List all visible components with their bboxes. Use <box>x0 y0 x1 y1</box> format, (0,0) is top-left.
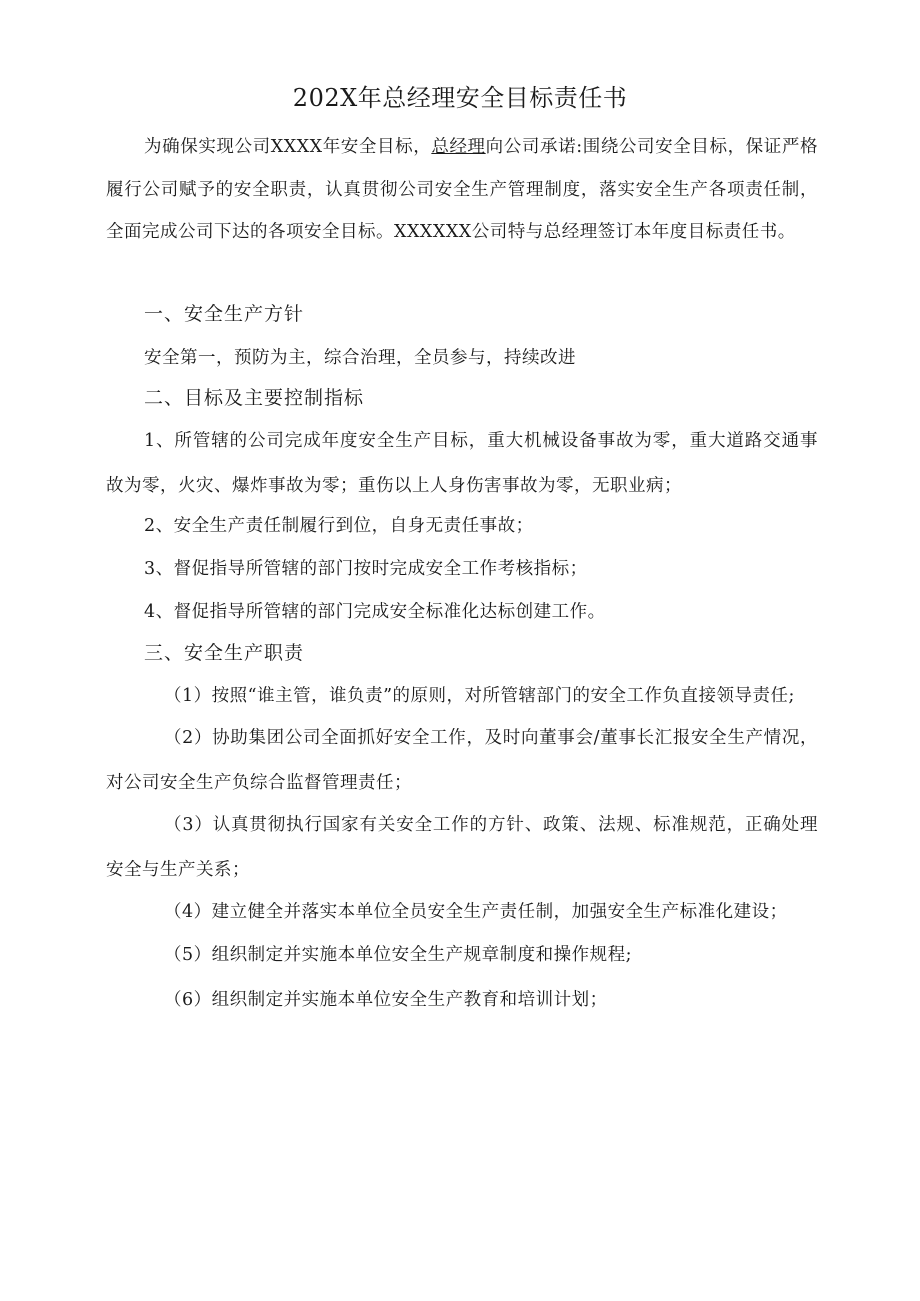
goal-item-3: 3、督促指导所管辖的部门按时完成安全工作考核指标； <box>144 559 588 579</box>
document-title: 202X年总经理安全目标责任书 <box>292 84 628 112</box>
section3-heading: 三、安全生产职责 <box>144 642 305 664</box>
goal-item-1: 1、所管辖的公司完成年度安全生产目标，重大机械设备事故为零，重大道路交通事故为零，火灾、爆炸事故为零；重伤以上人身伤害事故为零，无职业病； <box>106 431 818 496</box>
intro-paragraph <box>106 126 818 254</box>
section1-heading: 一、安全生产方针 <box>144 303 305 325</box>
section2-heading: 二、目标及主要控制指标 <box>144 387 365 409</box>
duty-item-4: （4）建立健全并落实本单位全员安全生产责任制，加强安全生产标准化建设； <box>164 902 788 922</box>
duty-item-3: （3）认真贯彻执行国家有关安全工作的方针、政策、法规、标准规范，正确处理安全与生产关系； <box>106 815 818 880</box>
duty-item-1: （1）按照“谁主管，谁负责”的原则，对所管辖部门的安全工作负直接领导责任; <box>164 686 795 706</box>
goal-item-2: 2、安全生产责任制履行到位，自身无责任事故； <box>144 516 534 536</box>
duty-item-5: （5）组织制定并实施本单位安全生产规章制度和操作规程; <box>164 945 633 965</box>
intro-underlined-term: 总经理 <box>431 137 486 157</box>
goal-item-4: 4、督促指导所管辖的部门完成安全标准化达标创建工作。 <box>144 602 606 622</box>
section1-policy-text: 安全第一，预防为主，综合治理，全员参与，持续改进 <box>144 348 576 368</box>
intro-text-start: 为确保实现公司XXXX年安全目标， <box>144 137 432 157</box>
duty-item-6: （6）组织制定并实施本单位安全生产教育和培训计划； <box>164 990 608 1010</box>
intro-text-end: 向公司承诺:围绕公司安全目标，保证严格履行公司赋予的安全职责，认真贯彻公司安全生产管理制度，落实安全生产各项责任制，全面完成公司下达的各项安全目标。XXXXXX公司特与总经理签订本年度目标责任书。 <box>106 137 818 242</box>
duty-item-2: （2）协助集团公司全面抓好安全工作，及时向董事会/董事长汇报安全生产情况，对公司安全生产负综合监督管理责任； <box>106 728 818 793</box>
